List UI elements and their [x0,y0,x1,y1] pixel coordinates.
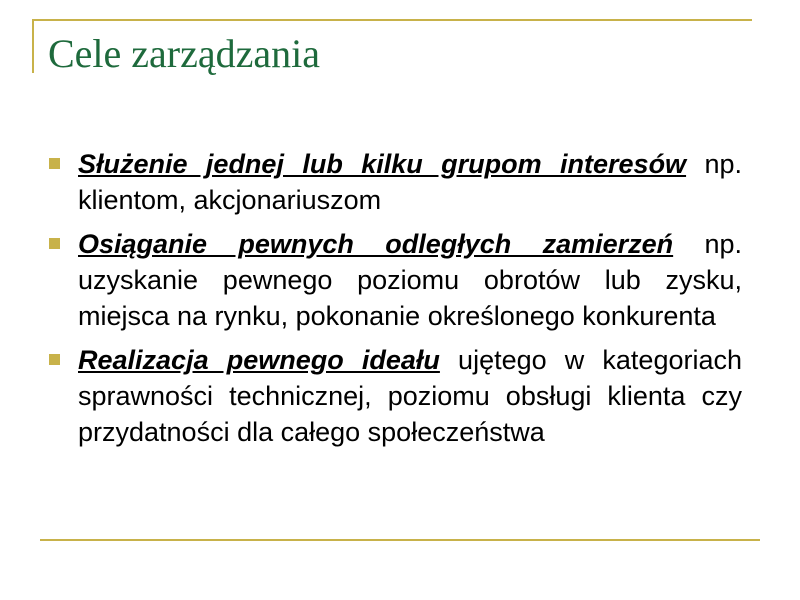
square-bullet-icon [49,238,60,249]
bullet-emphasis: Osiąganie pewnych odległych zamierzeń [78,229,674,259]
top-rule [32,19,752,21]
square-bullet-icon [49,158,60,169]
left-rule [32,19,34,73]
bullet-list [48,146,742,458]
bullet-text: ujętego w kategoriach sprawności technicznej, poziomu obsługi klienta czy przydatności dla całego społeczeństwa [78,345,742,447]
bullet-text: np. uzyskanie pewnego poziomu obrotów lub zysku, miejsca na rynku, pokonanie określonego konkurenta [78,229,742,331]
bullet-item-realizing-ideal [48,342,742,450]
bottom-rule [40,539,760,541]
bullet-item-serving-interest-groups [48,146,742,218]
bullet-emphasis: Służenie jednej lub kilku grupom interesów [78,149,687,179]
bullet-text: np. klientom, akcjonariuszom [78,149,742,215]
bullet-emphasis: Realizacja pewnego ideału [78,345,440,375]
bullet-item-achieving-goals [48,226,742,334]
square-bullet-icon [49,354,60,365]
slide-title: Cele zarządzania [48,31,321,76]
